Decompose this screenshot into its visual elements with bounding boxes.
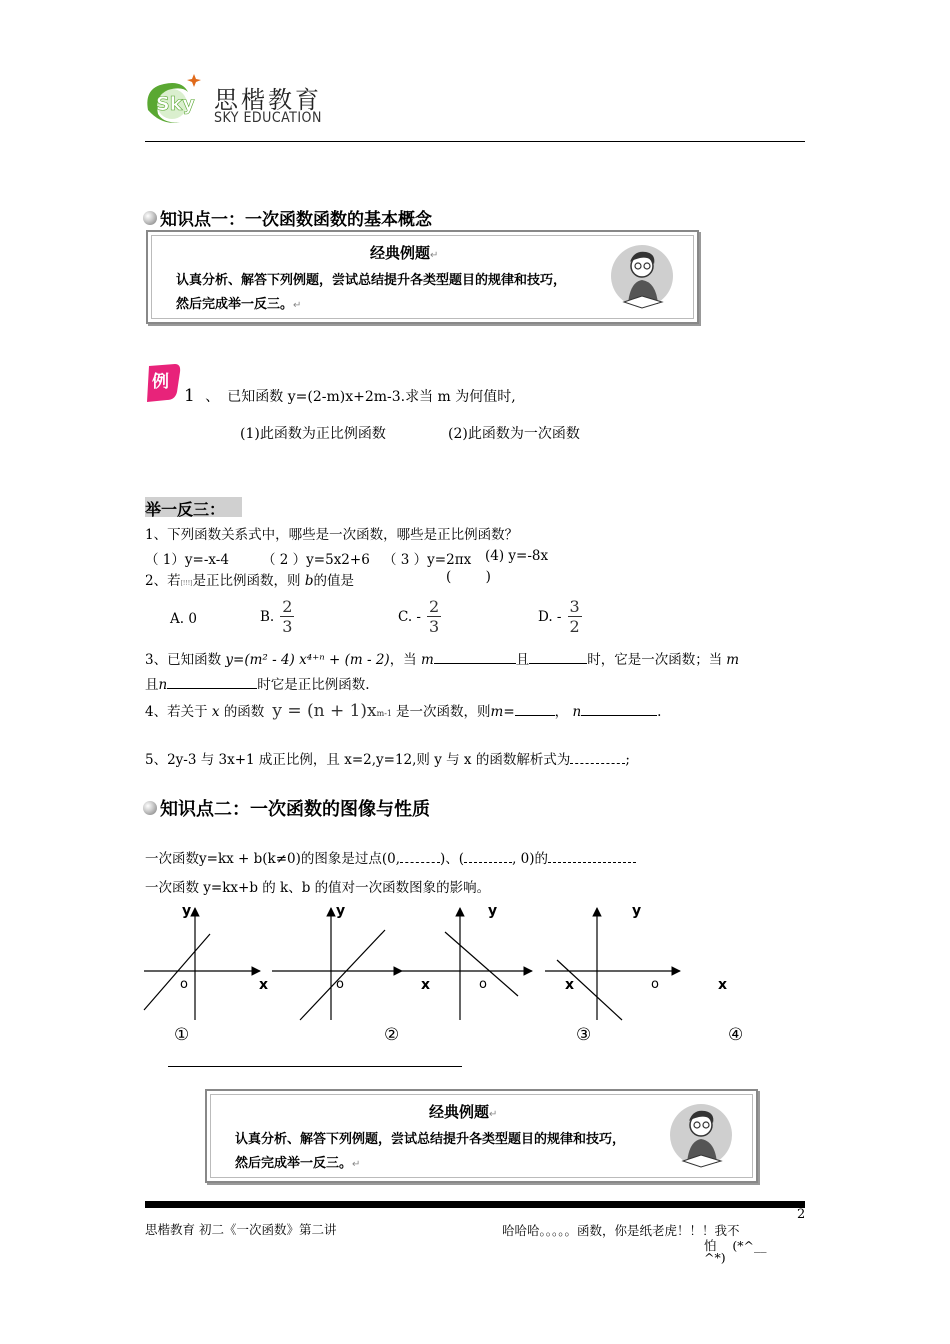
graphs-figure <box>140 900 760 1050</box>
choice-b: B. $\frac{2}{3}$ <box>260 597 293 636</box>
choice-a: A. 0 <box>170 611 197 627</box>
page-number: 2 <box>797 1207 806 1222</box>
section1-title: 知识点一：一次函数函数的基本概念 <box>160 210 432 230</box>
brand-name-en: SKY EDUCATION <box>214 110 322 126</box>
practice-q2: 2、若[!!!]是正比例函数，则 b的值是 <box>145 573 354 589</box>
practice-heading: 举一反三： <box>145 497 242 517</box>
example-box-line2: 然后完成举一反三。↵ <box>235 1156 361 1171</box>
practice-q5: 5、2y-3 与 3x+1 成正比例，且 x=2,y=12,则 y 与 x 的函数解析式为 ; <box>145 752 630 768</box>
example-badge <box>143 362 183 408</box>
svg-text:例: 例 <box>152 372 169 392</box>
example-box-line2: 然后完成举一反三。↵ <box>176 297 302 312</box>
graph4-y-label: y <box>632 903 642 919</box>
example-box-line1: 认真分析、解答下列例题，尝试总结提升各类型题目的规律和技巧， <box>235 1132 626 1147</box>
graph3-o-label: o <box>479 977 487 992</box>
practice-q2-paren: ( ) <box>446 569 491 585</box>
graph-4 <box>545 908 680 1020</box>
practice-q1-opt1: （ 1）y=-x-4 <box>145 552 229 568</box>
graph4-o-label: o <box>651 977 659 992</box>
brand-name-cn: 思楷教育 <box>214 86 322 114</box>
graph1-x-label: x <box>259 977 269 993</box>
example1-part1: (1)此函数为正比例函数 <box>240 426 386 442</box>
graph3-y-label: y <box>488 903 498 919</box>
example-box-2 <box>205 1089 758 1183</box>
teacher-illustration-icon <box>610 240 674 318</box>
footer-left: 思楷教育 初二《一次函数》第二讲 <box>145 1222 337 1237</box>
graph1-o-label: o <box>180 977 188 992</box>
graph2-y-label: y <box>336 903 346 919</box>
practice-q1-opt4: (4) y=-8x <box>485 548 549 564</box>
teacher-illustration-icon <box>669 1099 733 1177</box>
logo <box>142 66 212 128</box>
choice-c: C. - $\frac{2}{3}$ <box>398 597 440 636</box>
graph3-x-label: x <box>565 977 575 993</box>
graph4-x-label: x <box>718 977 728 993</box>
example1-part2: (2)此函数为一次函数 <box>448 426 580 442</box>
practice-q1-opt2: （ 2 ）y=5x2+6 <box>262 552 370 568</box>
example-box-title: 经典例题↵ <box>370 244 439 262</box>
graph-1 <box>144 908 260 1020</box>
choice-d: D. - $\frac{3}{2}$ <box>538 597 580 636</box>
practice-q3-line1: 3、已知函数 y=(m² - 4) x⁴⁺ⁿ + (m - 2)，当 m 且 时，它是一次函数；当 m <box>145 652 740 668</box>
example-box-title: 经典例题↵ <box>429 1103 498 1121</box>
section2-header <box>143 795 430 821</box>
practice-q4: 4、若关于 x 的函数 y = (n + 1)x m-1 是一次函数，则 m= ， n . <box>145 701 662 721</box>
example-box <box>146 230 699 324</box>
section2-line2: 一次函数 y=kx+b 的 k、b 的值对一次函数图象的影响。 <box>145 880 491 896</box>
section2-line1: 一次函数y=kx + b(k≠0)的图象是过点(0, )、( , 0)的 <box>145 847 636 867</box>
practice-q1: 1、下列函数关系式中，哪些是一次函数，哪些是正比例函数？ <box>145 527 519 543</box>
section2-title: 知识点二：一次函数的图像与性质 <box>160 799 430 820</box>
graph-label-2: ② <box>384 1025 400 1045</box>
graph-label-4: ④ <box>728 1025 744 1045</box>
section1-header <box>143 205 432 230</box>
logo-text: Sky <box>156 93 195 115</box>
footer-right-1: 哈哈哈。。。。。函数，你是纸老虎！！！我不 <box>502 1223 740 1238</box>
example1-question: 1 、 已知函数 y=(2-m)x+2m-3.求当 m 为何值时, <box>184 386 516 406</box>
practice-q1-opt3: （ 3 ）y=2πx <box>383 552 472 568</box>
graph-2 <box>272 908 402 1020</box>
graph-label-3: ③ <box>576 1025 592 1045</box>
footer-divider <box>145 1201 805 1208</box>
graph-label-1: ① <box>174 1025 190 1045</box>
graph1-y-label: y <box>182 903 192 919</box>
graph2-x-label: x <box>421 977 431 993</box>
graph2-o-label: o <box>336 977 344 992</box>
bullet-ball-icon <box>143 801 157 815</box>
graph-3 <box>402 908 532 1020</box>
footer-right-3: ^*) <box>704 1250 726 1265</box>
header-divider <box>145 141 805 142</box>
practice-q3-line2: 且n 时它是正比例函数. <box>145 677 370 693</box>
logo-mark-icon <box>142 66 212 128</box>
bullet-ball-icon <box>143 211 157 225</box>
example-box-line1: 认真分析、解答下列例题，尝试总结提升各类型题目的规律和技巧， <box>176 273 567 288</box>
footer-right-2: 怕 (*^__ <box>704 1238 767 1253</box>
graphs-underline <box>168 1066 462 1067</box>
